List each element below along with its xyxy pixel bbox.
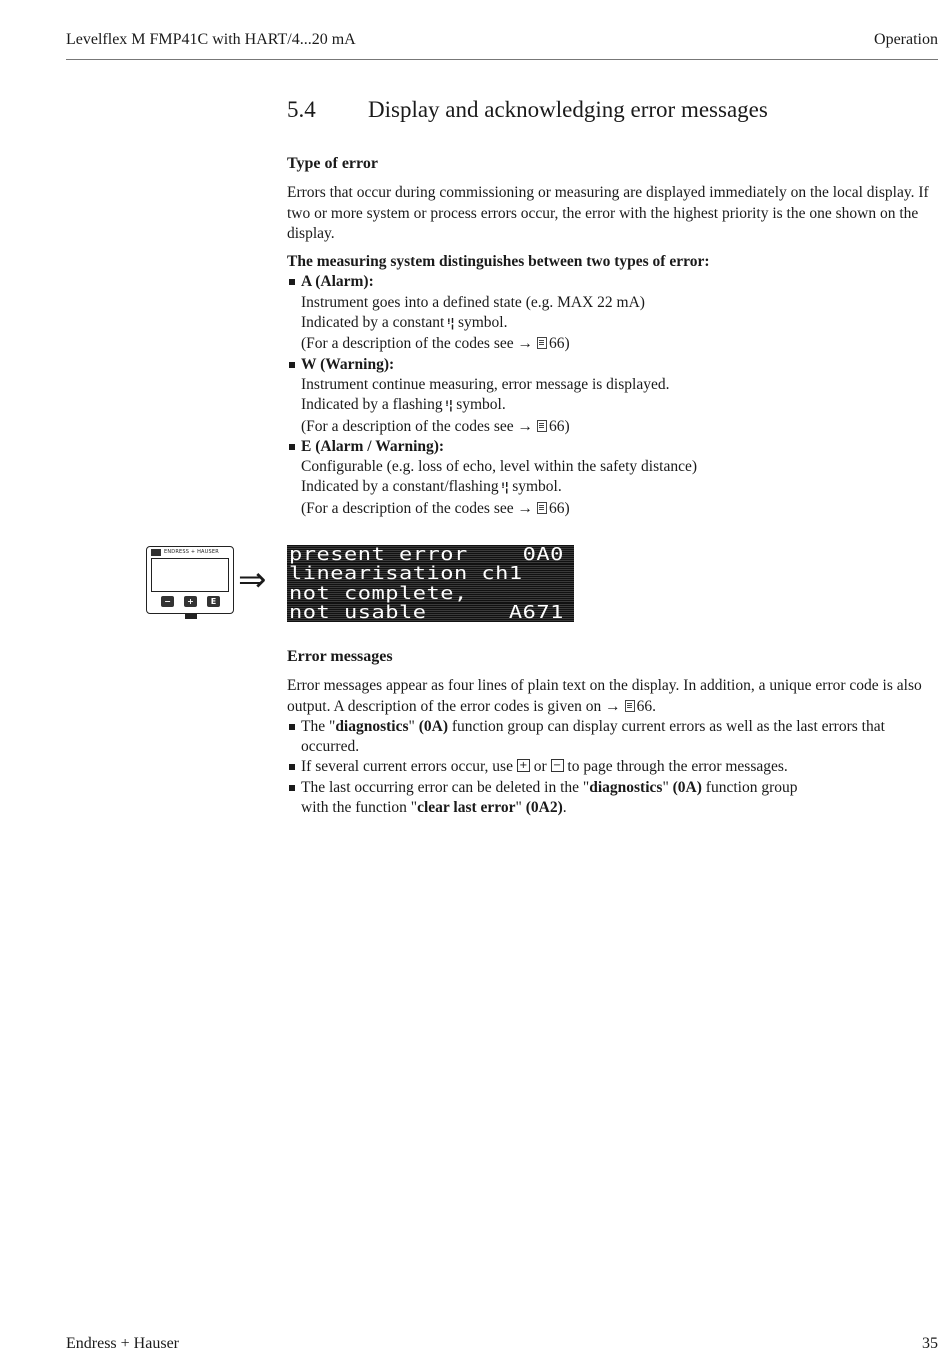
error-messages-heading: Error messages xyxy=(287,648,393,665)
error-type-indicator: Indicated by a constant/flashing xyxy=(301,478,499,496)
page-ref-icon xyxy=(625,700,635,712)
code-reference: (For a description of the codes see → xyxy=(301,417,534,435)
distinguish-line: The measuring system distinguishes between two types of error: xyxy=(287,253,710,271)
error-type-desc: Configurable (e.g. loss of echo, level within the safety distance) xyxy=(301,458,697,476)
page-ref-icon xyxy=(537,502,547,514)
list-item xyxy=(287,355,939,437)
code-reference: (For a description of the codes see → xyxy=(301,335,534,353)
list-item: If several current errors occur, use + or − to page through the error messages. xyxy=(287,757,939,777)
error-type-indicator-end: symbol. xyxy=(456,396,506,414)
plus-key-icon: + xyxy=(517,759,530,772)
page-reference: 66) xyxy=(549,499,570,517)
page-ref-icon xyxy=(537,337,547,349)
lcd-line: not complete, xyxy=(287,584,574,603)
display-module-icon xyxy=(146,546,234,614)
list-item: The last occurring error can be deleted in the "diagnostics" (0A) function group with the function "clear last error" (0A2). xyxy=(287,778,939,819)
type-of-error-intro: Errors that occur during commissioning or measuring are displayed immediately on the local display. If two or more system or process errors occur, the error with the highest priority is the one shown on the display. xyxy=(287,184,929,242)
header-doc-title: Levelflex M FMP41C with HART/4...20 mA xyxy=(66,31,356,48)
header-chapter: Operation xyxy=(874,31,938,48)
brand-logo-icon xyxy=(151,549,161,556)
lcd-line: not usable A671 xyxy=(287,603,574,622)
error-type-indicator: Indicated by a flashing xyxy=(301,396,443,414)
error-symbol-icon: ᵎ¦ xyxy=(445,398,454,414)
error-messages-list xyxy=(287,717,939,818)
list-item xyxy=(287,272,939,354)
list-item xyxy=(287,437,939,519)
page-reference: 66) xyxy=(549,417,570,435)
device-screen xyxy=(151,558,229,592)
list-item: The "diagnostics" (0A) function group can display current errors as well as the last errors that occurred. xyxy=(287,717,939,758)
section-title-text: Display and acknowledging error messages xyxy=(368,97,768,122)
type-of-error-block xyxy=(287,154,939,519)
section-number: 5.4 xyxy=(287,97,316,122)
error-type-indicator-end: symbol. xyxy=(512,478,562,496)
error-type-desc: Instrument goes into a defined state (e.g. MAX 22 mA) xyxy=(301,293,645,311)
lcd-display xyxy=(287,545,574,622)
error-type-indicator: Indicated by a constant xyxy=(301,314,445,332)
double-arrow-icon: ⇒ xyxy=(238,560,267,600)
error-type-label: A (Alarm): xyxy=(301,273,374,291)
lcd-line: present error 0A0 xyxy=(287,545,574,564)
error-type-indicator-end: symbol. xyxy=(457,314,508,332)
enter-key-icon: E xyxy=(207,596,220,607)
device-brand: ENDRESS + HAUSER xyxy=(164,549,219,555)
page-ref-icon xyxy=(537,420,547,432)
device-mount xyxy=(185,613,197,619)
footer-company: Endress + Hauser xyxy=(66,1335,179,1352)
error-type-label: E (Alarm / Warning): xyxy=(301,437,445,455)
error-type-label: W (Warning): xyxy=(301,355,395,373)
type-of-error-heading: Type of error xyxy=(287,155,378,172)
section-title xyxy=(287,97,768,123)
page-reference: 66) xyxy=(549,335,570,353)
error-type-desc: Instrument continue measuring, error message is displayed. xyxy=(301,375,670,393)
minus-key-icon: − xyxy=(551,759,564,772)
error-symbol-icon: ᵎ¦ xyxy=(447,316,455,332)
error-messages-block xyxy=(287,647,939,818)
code-reference: (For a description of the codes see → xyxy=(301,499,534,517)
error-type-list xyxy=(287,272,939,519)
plus-key-icon: + xyxy=(184,596,197,607)
minus-key-icon: − xyxy=(161,596,174,607)
error-messages-intro: Error messages appear as four lines of plain text on the display. In addition, a unique error code is also output. A description of the error codes is given on → 66. xyxy=(287,677,922,715)
error-symbol-icon: ᵎ¦ xyxy=(501,480,510,496)
header-rule xyxy=(66,59,938,60)
lcd-line: linearisation ch1 xyxy=(287,564,574,583)
page-number: 35 xyxy=(922,1335,938,1352)
